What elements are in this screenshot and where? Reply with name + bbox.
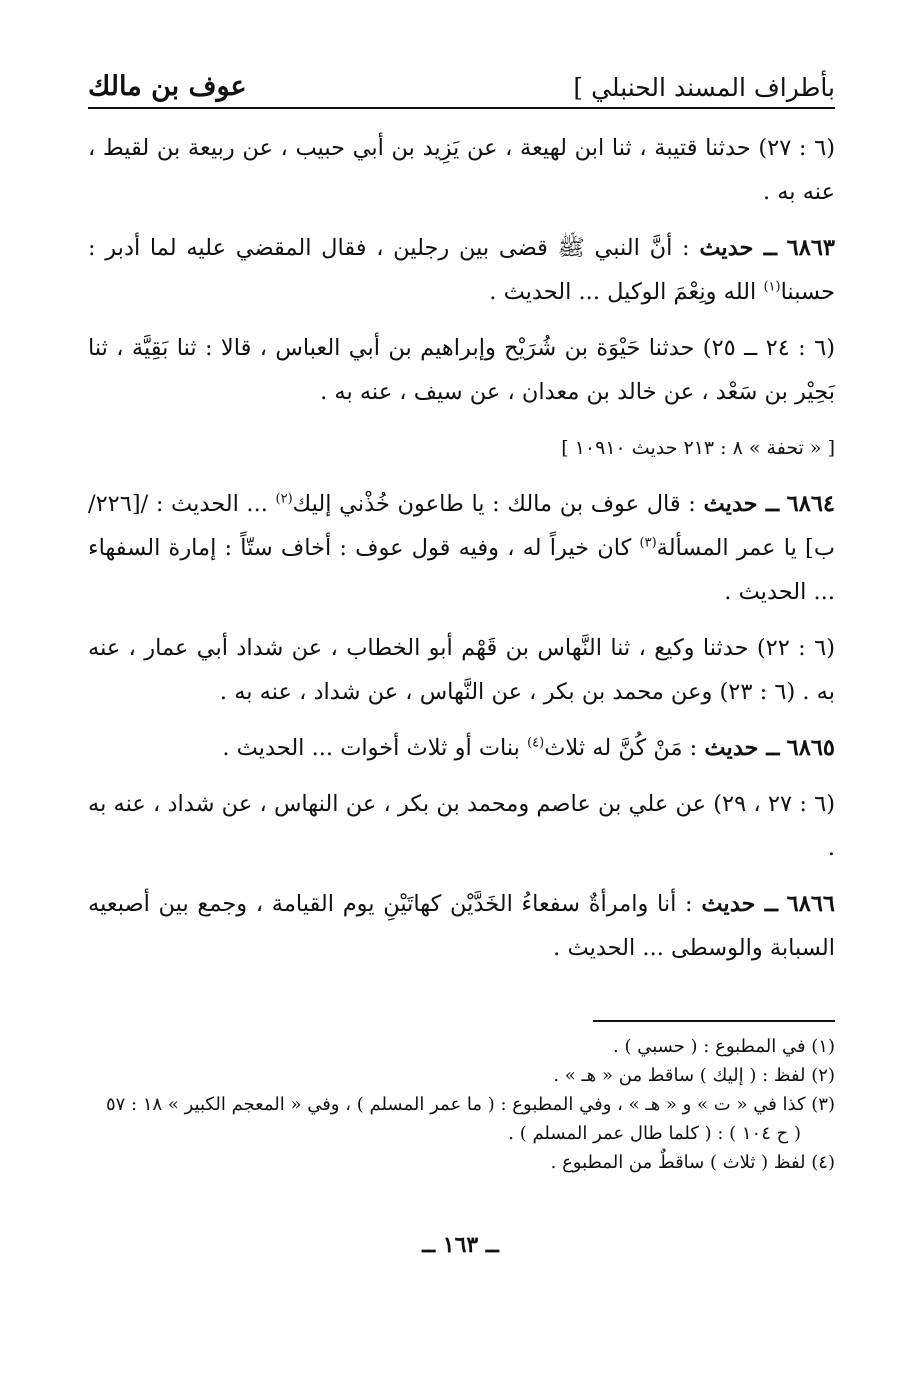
hadith-keyword: حديث — [703, 491, 758, 517]
footnote-ref: (١) — [763, 279, 781, 295]
page-number: ــ ١٦٣ ــ — [422, 1232, 499, 1258]
footnote: (٢) لفظ : ( إليك ) ساقط من « هـ » . — [553, 1065, 835, 1086]
hadith-keyword: حديث — [704, 735, 759, 761]
hadith-6864: ٦٨٦٤ ــ حديث : قال عوف بن مالك : يا طاعون خُذْني إليك$^{(٢)}$ ... الحديث : /[٢٢٦/ب] يا عمر المسألة$^{(٣)}$ كان خيراً له ، وفيه قول عوف : أخاف ستّاً : إمارة السفهاء ... الحديث . — [88, 491, 836, 605]
hadith-text: : أنا وامرأةٌ سفعاءُ الخَدَّيْن كهاتَيْنِ يوم القيامة ، وجمع بين أصبعيه السبابة والوسطى ... الحديث . — [88, 891, 835, 961]
main-text — [88, 126, 835, 982]
footnote-ref: (٤) — [527, 735, 545, 751]
hadith-text: الله ونِعْمَ الوكيل ... الحديث . — [489, 279, 757, 305]
isnad-paragraph: (٦ : ٢٤ ــ ٢٥) حدثنا حَيْوَة بن شُرَيْح وإبراهيم بن أبي العباس ، قالا : ثنا بَقِيَّة ، ثنا بَحِيْر بن سَعْد ، عن خالد بن معدان ، عن سيف ، عنه به . — [88, 335, 835, 405]
footnote-rule — [593, 1020, 835, 1022]
footnote: (١) في المطبوع : ( حسبي ) . — [613, 1036, 835, 1057]
hadith-6866: ٦٨٦٦ ــ حديث : أنا وامرأةٌ سفعاءُ الخَدَّيْن كهاتَيْنِ يوم القيامة ، وجمع بين أصبعيه السبابة والوسطى ... الحديث . — [88, 891, 835, 961]
isnad-paragraph: (٦ : ٢٧ ، ٢٩) عن علي بن عاصم ومحمد بن بكر ، عن النهاس ، عن شداد ، عنه به . — [88, 791, 835, 861]
hadith-text: : قال عوف بن مالك : يا طاعون خُذْني إليك — [292, 491, 696, 517]
hadith-keyword: حديث — [699, 235, 754, 261]
hadith-text: بنات أو ثلاث أخوات ... الحديث . — [222, 735, 520, 761]
hadith-number: ٦٨٦٥ — [786, 735, 835, 761]
header-rule — [88, 107, 835, 109]
footnote: (٣) كذا في « ت » و « هـ » ، وفي المطبوع : ( ما عمر المسلم ) ، وفي « المعجم الكبير » ١٨ : ٥٧ — [105, 1094, 835, 1115]
tuhfa-reference: [ « تحفة » ٨ : ٢١٣ حديث ١٠٩١٠ ] — [561, 437, 835, 459]
isnad-paragraph: (٦ : ٢٢) حدثنا وكيع ، ثنا النَّهاس بن قَهْم أبو الخطاب ، عن شداد أبي عمار ، عنه به . (٦ : ٢٣) وعن محمد بن بكر ، عن النَّهاس ، عن شداد ، عنه به . — [88, 635, 835, 705]
hadith-text: ... الحديث : /[٢٢٦/ب] يا عمر المسألة — [88, 491, 836, 561]
hadith-text: كان خيراً له ، وفيه قول عوف : أخاف ستّاً : إمارة السفهاء ... الحديث . — [88, 535, 835, 605]
chapter-title: عوف بن مالك — [88, 71, 247, 102]
hadith-6865: ٦٨٦٥ ــ حديث : مَنْ كُنَّ له ثلاث$^{(٤)}$ بنات أو ثلاث أخوات ... الحديث . — [222, 735, 835, 761]
footnote-ref: (٢) — [275, 491, 293, 507]
footnote: (٤) لفظ ( ثلاث ) ساقطٌ من المطبوع . — [550, 1152, 835, 1173]
hadith-6863: ٦٨٦٣ ــ حديث : أنَّ النبي ﷺ قضى بين رجلين ، فقال المقضي عليه لما أدبر : حسبنا$^{(١)}$ الله ونِعْمَ الوكيل ... الحديث . — [88, 235, 836, 305]
running-header — [88, 62, 835, 102]
isnad-paragraph: (٦ : ٢٧) حدثنا قتيبة ، ثنا ابن لهيعة ، عن يَزِيد بن أبي حبيب ، عن ربيعة بن لقيط ، عنه به . — [88, 135, 836, 205]
footnote-ref: (٣) — [639, 535, 657, 551]
hadith-keyword: حديث — [701, 891, 756, 917]
footnote-continuation: ( ح ١٠٤ ) : ( كلما طال عمر المسلم ) . — [508, 1123, 801, 1144]
hadith-number: ٦٨٦٤ — [786, 491, 836, 517]
hadith-number: ٦٨٦٦ — [786, 891, 835, 917]
running-title: بأطراف المسند الحنبلي ] — [573, 73, 835, 102]
hadith-number: ٦٨٦٣ — [786, 235, 836, 261]
hadith-text: : مَنْ كُنَّ له ثلاث — [544, 735, 698, 761]
footnotes — [88, 1032, 835, 1177]
hadith-text: : أنَّ النبي ﷺ قضى بين رجلين ، فقال المقضي عليه لما أدبر : حسبنا — [88, 235, 835, 305]
